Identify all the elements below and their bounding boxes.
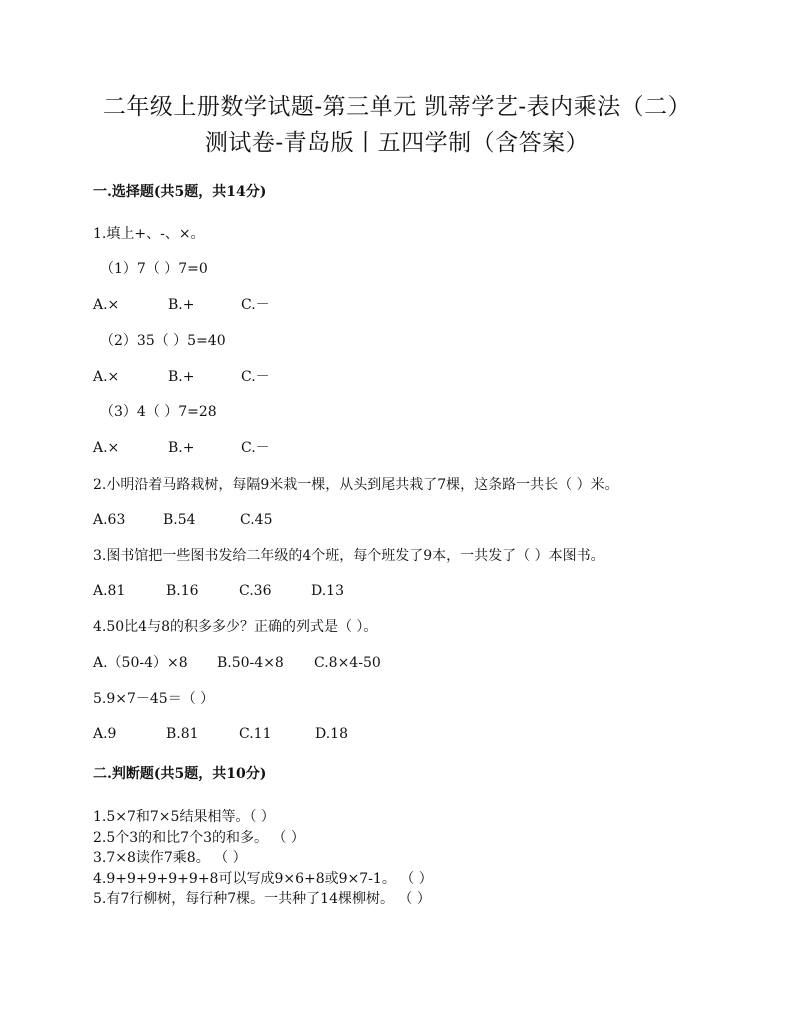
option-c: C.11 xyxy=(239,726,272,742)
question-1-stem: 1.填上+、-、×。 xyxy=(93,226,205,242)
option-c: C.－ xyxy=(241,297,270,313)
option-a: A.（50-4）×8 xyxy=(93,655,188,671)
option-b: B.50-4×8 xyxy=(217,655,284,671)
option-b: B.+ xyxy=(168,440,195,456)
option-c: C.36 xyxy=(239,583,272,599)
option-b: B.+ xyxy=(168,369,195,385)
option-d: D.13 xyxy=(311,583,344,599)
option-c: C.45 xyxy=(240,512,273,528)
document-title-line-1: 二年级上册数学试题-第三单元 凯蒂学艺-表内乘法（二） xyxy=(102,94,692,120)
option-c: C.8×4-50 xyxy=(314,655,381,671)
question-4-stem: 4.50比4与8的积多多少？正确的列式是（ ）。 xyxy=(93,619,378,635)
option-d: D.18 xyxy=(315,726,348,742)
question-1-part-2: （2）35（ ）5=40 xyxy=(100,333,226,349)
judgement-item: 3.7×8读作7乘8。 （ ） xyxy=(93,850,247,866)
judgement-list xyxy=(93,807,433,910)
section-2-heading: 二.判断题(共5题，共10分) xyxy=(93,766,267,782)
option-a: A.81 xyxy=(93,583,126,599)
option-a: A.× xyxy=(93,440,120,456)
document-title-line-2: 测试卷-青岛版丨五四学制（含答案） xyxy=(204,130,590,156)
option-a: A.9 xyxy=(93,726,117,742)
question-2-stem: 2.小明沿着马路栽树，每隔9米栽一棵，从头到尾共栽了7棵，这条路一共长（ ）米。 xyxy=(93,477,619,493)
option-b: B.+ xyxy=(168,297,195,313)
question-3-stem: 3.图书馆把一些图书发给二年级的4个班，每个班发了9本，一共发了（ ）本图书。 xyxy=(93,548,605,564)
judgement-item: 4.9+9+9+9+9+8可以写成9×6+8或9×7-1。 （ ） xyxy=(93,870,433,887)
option-a: A.× xyxy=(93,297,120,313)
question-1-part-1: （1）7（ ）7=0 xyxy=(100,261,208,277)
judgement-item: 2.5个3的和比7个3的和多。 （ ） xyxy=(93,829,305,846)
option-c: C.－ xyxy=(241,369,270,385)
judgement-item: 1.5×7和7×5结果相等。（ ） xyxy=(93,809,275,825)
option-b: B.16 xyxy=(166,583,199,599)
option-a: A.× xyxy=(93,369,120,385)
option-b: B.81 xyxy=(166,726,199,742)
option-b: B.54 xyxy=(163,512,196,528)
question-5-stem: 5.9×7－45＝（ ） xyxy=(93,691,215,707)
section-1-heading: 一.选择题(共5题，共14分) xyxy=(93,184,267,200)
option-c: C.－ xyxy=(241,440,270,456)
option-a: A.63 xyxy=(93,512,126,528)
question-1-part-3: （3）4（ ）7=28 xyxy=(100,404,217,420)
judgement-item: 5.有7行柳树，每行种7棵。一共种了14棵柳树。 （ ） xyxy=(93,891,431,907)
